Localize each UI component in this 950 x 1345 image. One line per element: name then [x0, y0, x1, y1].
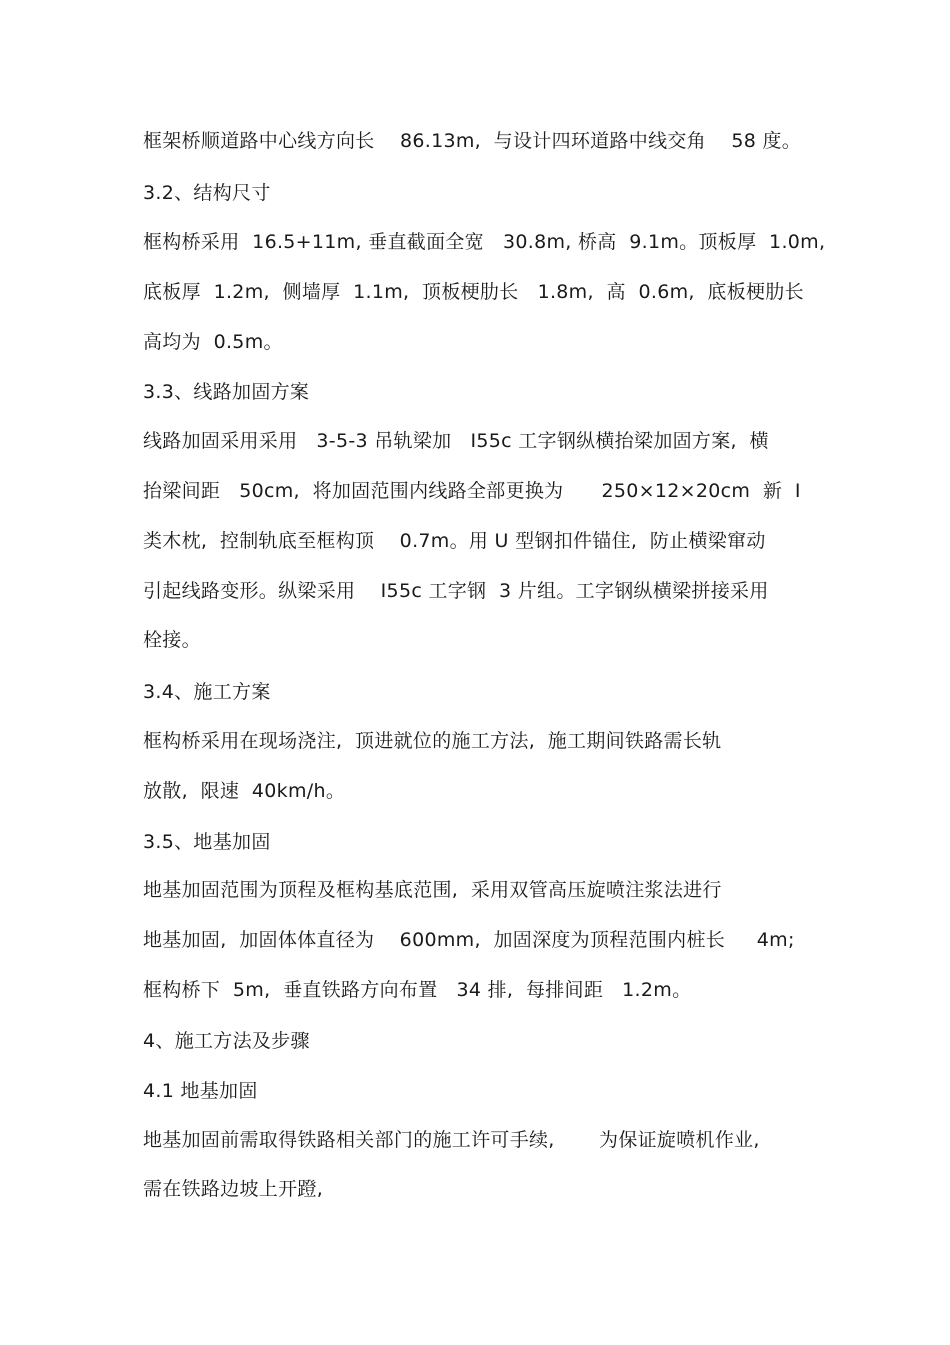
text-line: 框构桥采用 16.5+11m, 垂直截面全宽 30.8m, 桥高 9.1m。顶板厚 1.0m, — [143, 231, 826, 253]
text-line: 栓接。 — [143, 629, 201, 651]
section-heading: 3.5、地基加固 — [143, 831, 271, 853]
text-line: 高均为 0.5m。 — [143, 331, 283, 353]
text-line: 地基加固前需取得铁路相关部门的施工许可手续, 为保证旋喷机作业, — [143, 1129, 760, 1151]
text-line: 抬梁间距 50cm, 将加固范围内线路全部更换为 250×12×20cm 新 I — [143, 480, 801, 502]
text-line: 需在铁路边坡上开蹬, — [143, 1178, 324, 1200]
text-line: 框构桥下 5m, 垂直铁路方向布置 34 排, 每排间距 1.2m。 — [143, 979, 692, 1001]
text-line: 引起线路变形。纵梁采用 I55c 工字钢 3 片组。工字钢纵横梁拼接采用 — [143, 580, 769, 602]
text-line: 类木枕, 控制轨底至框构顶 0.7m。用 U 型钢扣件锚住, 防止横梁窜动 — [143, 530, 766, 552]
section-heading: 3.2、结构尺寸 — [143, 182, 271, 204]
text-line: 线路加固采用采用 3-5-3 吊轨梁加 I55c 工字钢纵横抬梁加固方案, 横 — [143, 430, 769, 452]
section-heading: 3.3、线路加固方案 — [143, 381, 310, 403]
text-line: 框构桥采用在现场浇注, 顶进就位的施工方法, 施工期间铁路需长轨 — [143, 730, 722, 752]
text-line: 框架桥顺道路中心线方向长 86.13m, 与设计四环道路中线交角 58 度。 — [143, 130, 802, 152]
section-heading: 4、施工方法及步骤 — [143, 1030, 310, 1052]
section-heading: 3.4、施工方案 — [143, 681, 271, 703]
text-line: 地基加固范围为顶程及框构基底范围, 采用双管高压旋喷注浆法进行 — [143, 879, 722, 901]
text-line: 地基加固, 加固体体直径为 600mm, 加固深度为顶程范围内桩长 4m; — [143, 929, 795, 951]
section-heading: 4.1 地基加固 — [143, 1080, 258, 1102]
text-line: 底板厚 1.2m, 侧墙厚 1.1m, 顶板梗肋长 1.8m, 高 0.6m, 底板梗肋长 — [143, 281, 804, 303]
text-line: 放散, 限速 40km/h。 — [143, 780, 346, 802]
